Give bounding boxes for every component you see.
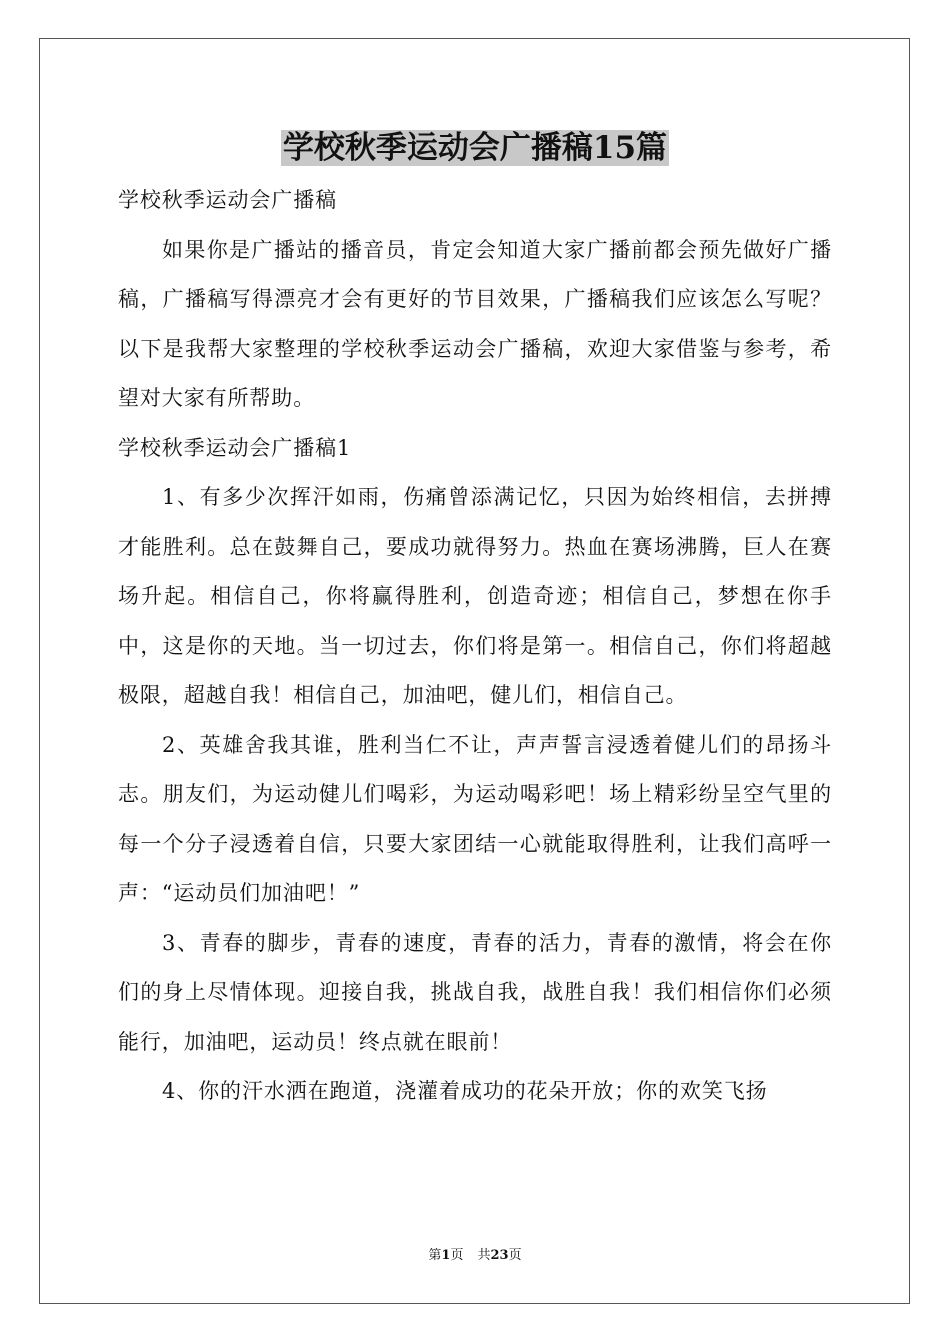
document-title-text: 学校秋季运动会广播稿15篇: [282, 130, 668, 166]
body-paragraph: 1、有多少次挥汗如雨，伤痛曾添满记忆，只因为始终相信，去拼搏才能胜利。总在鼓舞自己，要成功就得努力。热血在赛场沸腾，巨人在赛场升起。相信自己，你将赢得胜利，创造奇迹；相信自己，梦想在你手中，这是你的天地。当一切过去，你们将是第一。相信自己，你们将超越极限，超越自我！相信自己，加油吧，健儿们，相信自己。: [118, 485, 832, 707]
body-paragraph: 4、你的汗水洒在跑道，浇灌着成功的花朵开放；你的欢笑飞扬: [162, 1079, 768, 1103]
document-body: [118, 176, 832, 1117]
section-heading: 学校秋季运动会广播稿1: [118, 435, 352, 460]
page-suffix: 页: [450, 1248, 464, 1263]
body-paragraph: 2、英雄舍我其谁，胜利当仁不让，声声誓言浸透着健儿们的昂扬斗志。朋友们，为运动健儿们喝彩，为运动喝彩吧！场上精彩纷呈空气里的每一个分子浸透着自信，只要大家团结一心就能取得胜利，让我们高呼一声：“运动员们加油吧！”: [118, 732, 832, 905]
total-suffix: 页: [508, 1248, 522, 1263]
section-heading: 学校秋季运动会广播稿: [118, 188, 337, 212]
page-number: 1: [441, 1248, 451, 1263]
total-prefix: 共: [477, 1248, 491, 1263]
document-title: [0, 125, 950, 171]
page-footer: [0, 1246, 950, 1266]
page-prefix: 第: [428, 1248, 442, 1263]
body-paragraph: 3、青春的脚步，青春的速度，青春的活力，青春的激情，将会在你们的身上尽情体现。迎接自我，挑战自我，战胜自我！我们相信你们必须能行，加油吧，运动员！终点就在眼前！: [118, 930, 832, 1054]
intro-paragraph: 如果你是广播站的播音员，肯定会知道大家广播前都会预先做好广播稿，广播稿写得漂亮才会有更好的节目效果，广播稿我们应该怎么写呢？以下是我帮大家整理的学校秋季运动会广播稿，欢迎大家借鉴与参考，希望对大家有所帮助。: [118, 237, 832, 410]
total-pages: 23: [490, 1248, 509, 1263]
